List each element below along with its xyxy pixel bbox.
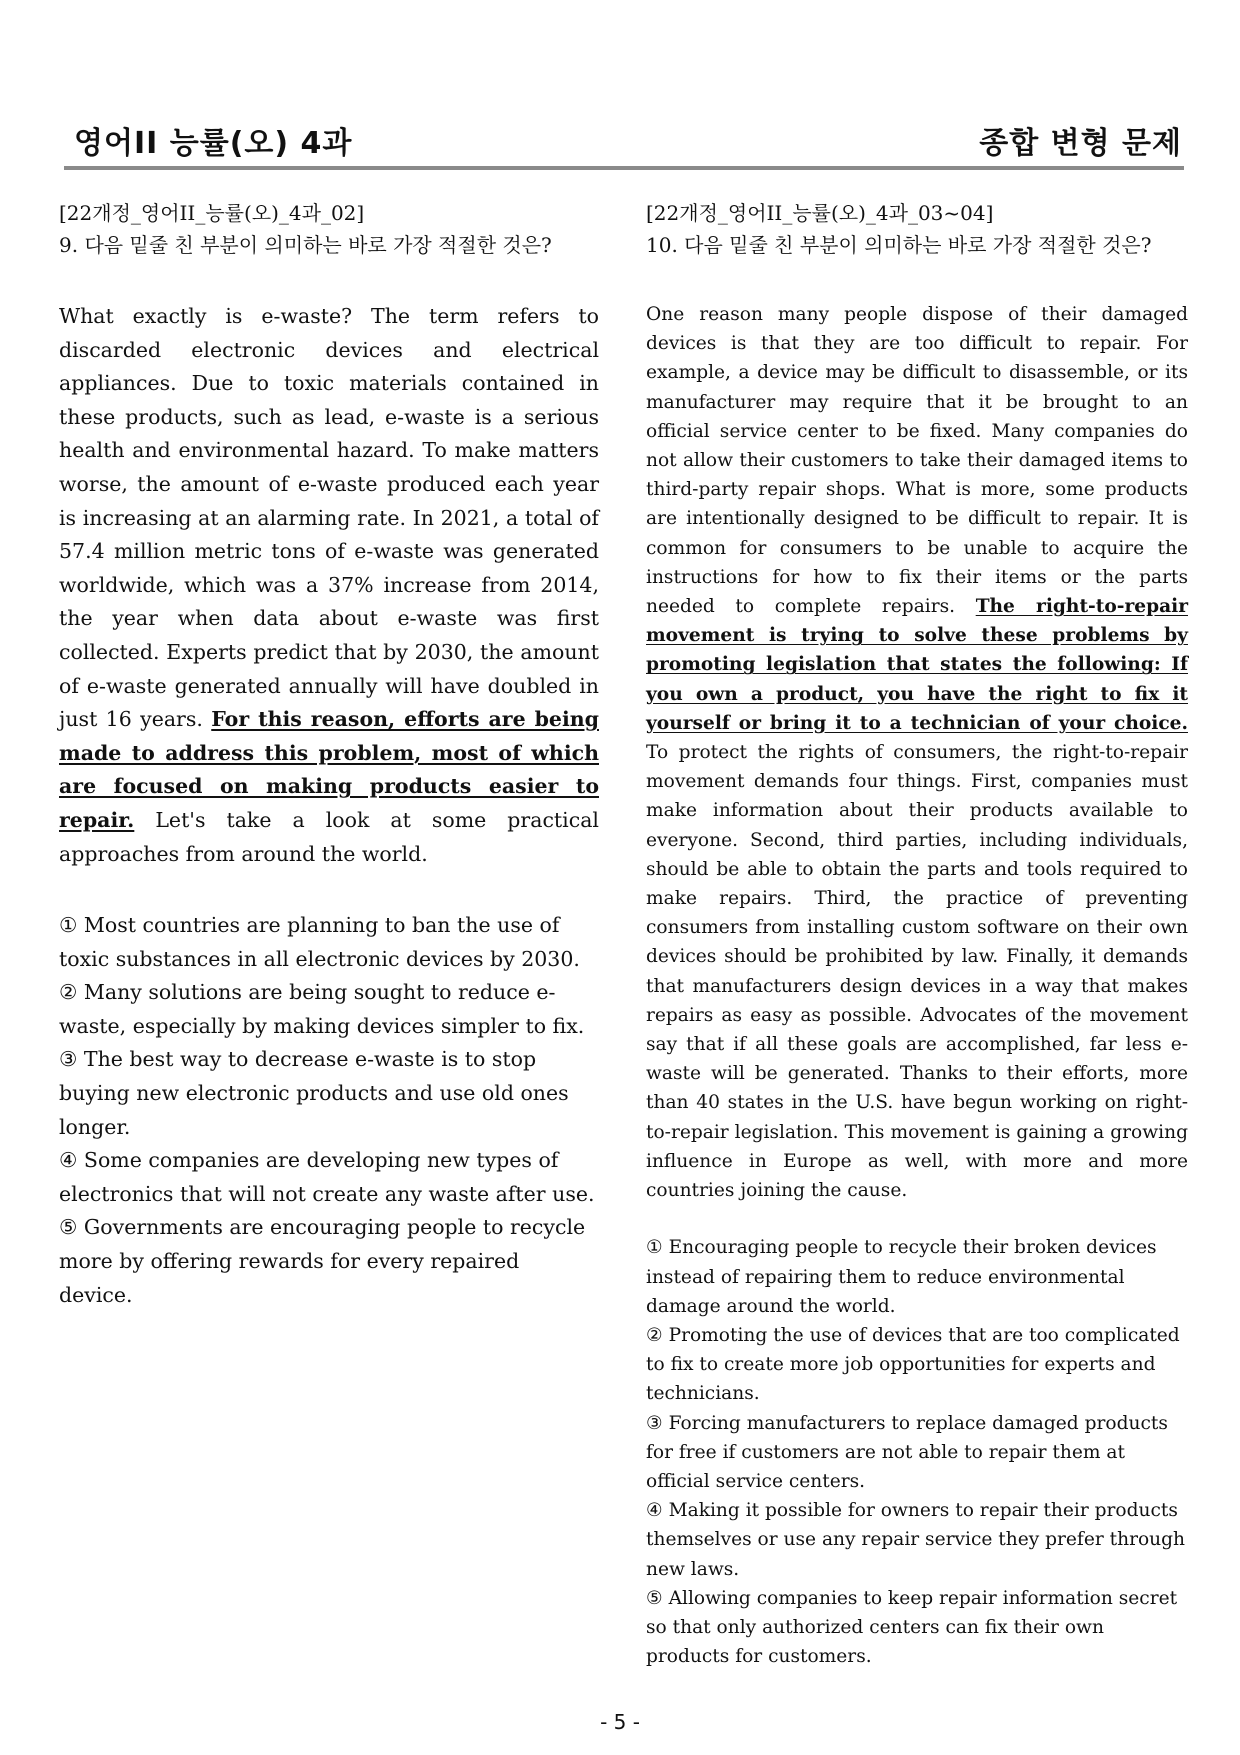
question-code: [22개정_영어II_능률(오)_4과_02] [59, 201, 365, 225]
underlined-sentence: For this reason, efforts are being made to address this problem, most of which are focused on making products easier to repair. [59, 707, 599, 832]
answer-choices [59, 909, 599, 1312]
question-prompt: 10. 다음 밑줄 친 부분이 의미하는 바로 가장 적절한 것은? [646, 233, 1152, 257]
underlined-sentence: The right-to-repair movement is trying to solve these problems by promoting legislation that states the following: If you own a product, you have the right to fix it yourself or bring it to a technician of your choice. [646, 596, 1188, 734]
header-divider [64, 166, 1184, 170]
answer-choice-5[interactable]: ⑤ Governments are encouraging people to recycle more by offering rewards for every repaired device. [59, 1215, 586, 1307]
page-number: - 5 - [600, 1710, 640, 1734]
answer-choices [646, 1233, 1188, 1671]
passage-text: Let's take a look at some practical approaches from around the world. [59, 807, 599, 866]
answer-choice-2[interactable]: ② Many solutions are being sought to reduce e-waste, especially by making devices simpler to fix. [59, 980, 585, 1038]
answer-choice-4[interactable]: ④ Making it possible for owners to repair their products themselves or use any repair service they prefer through new laws. [646, 1500, 1186, 1580]
page-header [64, 118, 1182, 168]
answer-choice-5[interactable]: ⑤ Allowing companies to keep repair information secret so that only authorized centers can fix their own products for customers. [646, 1587, 1178, 1668]
passage-text: What exactly is e-waste? The term refers to discarded electronic devices and electrical appliances. Due to toxic materials contained in these products, such as lead, e-waste is a serious health and environmental hazard. To make matters worse, the amount of e-waste produced each year is increasing at an alarming rate. In 2021, a total of 57.4 million metric tons of e-waste was generated worldwide, which was a 37% increase from 2014, the year when data about e-waste was first collected. Experts predict that by 2030, the amount of e-waste generated annually will have doubled in just 16 years. [59, 304, 599, 732]
passage-text: One reason many people dispose of their damaged devices is that they are too difficult to repair. For example, a device may be difficult to disassemble, or its manufacturer may require that it be brought to an official service center to be fixed. Many companies do not allow their customers to take their damaged items to third-party repair shops. What is more, some products are intentionally designed to be difficult to repair. It is common for consumers to be unable to acquire the instructions for how to fix their items or the parts needed to complete repairs. [646, 304, 1188, 618]
answer-choice-1[interactable]: ① Most countries are planning to ban the use of toxic substances in all electronic devices by 2030. [59, 913, 580, 971]
question-prompt: 9. 다음 밑줄 친 부분이 의미하는 바로 가장 적절한 것은? [59, 233, 552, 257]
answer-choice-1[interactable]: ① Encouraging people to recycle their broken devices instead of repairing them to reduce environmental damage around the world. [646, 1237, 1157, 1317]
header-title-left: 영어II 능률(오) 4과 [74, 126, 353, 161]
answer-choice-2[interactable]: ② Promoting the use of devices that are too complicated to fix to create more job opportunities for experts and technicians. [646, 1324, 1180, 1405]
right-column [646, 198, 1188, 1671]
answer-choice-4[interactable]: ④ Some companies are developing new types of electronics that will not create any waste after use. [59, 1148, 595, 1206]
header-title-right: 종합 변형 문제 [979, 126, 1182, 161]
reading-passage [59, 300, 599, 871]
reading-passage [646, 300, 1188, 1205]
answer-choice-3[interactable]: ③ Forcing manufacturers to replace damaged products for free if customers are not able to repair them at official service centers. [646, 1412, 1168, 1492]
passage-text: To protect the rights of consumers, the right-to-repair movement demands four things. First, companies must make information about their products available to everyone. Second, third parties, including individuals, should be able to obtain the parts and tools required to make repairs. Third, the practice of preventing consumers from installing custom software on their own devices should be prohibited by law. Finally, it demands that manufacturers design devices in a way that makes repairs as easy as possible. Advocates of the movement say that if all these goals are accomplished, far less e-waste will be generated. Thanks to their efforts, more than 40 states in the U.S. have begun working on right-to-repair legislation. This movement is gaining a growing influence in Europe as well, with more and more countries joining the cause. [646, 742, 1188, 1202]
answer-choice-3[interactable]: ③ The best way to decrease e-waste is to stop buying new electronic products and use old ones longer. [59, 1047, 569, 1139]
question-code: [22개정_영어II_능률(오)_4과_03~04] [646, 201, 994, 225]
left-column [59, 198, 599, 1312]
